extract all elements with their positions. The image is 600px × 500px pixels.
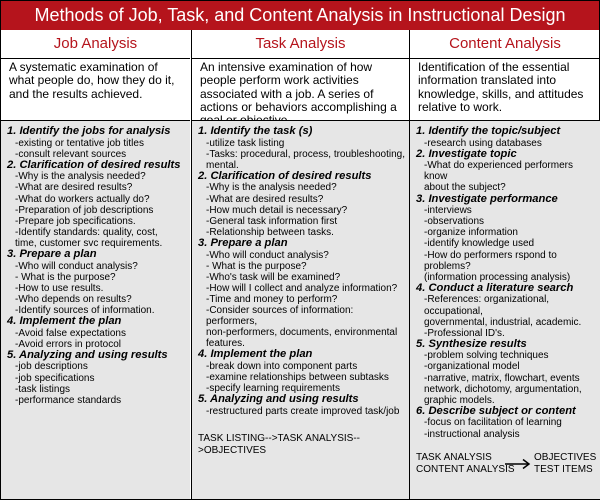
step-item: -focus on facilitation of learning xyxy=(424,417,562,429)
step-item: -References: organizational, occupational, xyxy=(424,294,550,317)
step-item: (information processing analysis) xyxy=(424,271,571,283)
step-item: -Avoid errors in protocol xyxy=(15,338,121,350)
step-title: 3. Prepare a plan xyxy=(7,248,97,261)
flow-output: OBJECTIVES xyxy=(534,451,597,463)
column-description: A systematic examination of what people do, how they do it, and the results achieved. xyxy=(9,60,175,101)
step-item: - What is the purpose? xyxy=(15,271,116,283)
step-item: -examine relationships between subtasks xyxy=(206,372,389,384)
step-item: graphic models. xyxy=(424,394,495,406)
step-item: -Why is the analysis needed? xyxy=(15,171,146,183)
page-title: Methods of Job, Task, and Content Analysis in Instructional Design xyxy=(1,1,599,30)
step-item: -Prepare job specifications. xyxy=(15,215,136,227)
analysis-table xyxy=(1,30,599,499)
step-title: 4. Implement the plan xyxy=(198,348,313,361)
step-item: -Who will conduct analysis? xyxy=(206,249,329,261)
job-analysis-column xyxy=(1,30,190,499)
arrow-right-icon xyxy=(504,458,534,470)
step-item: governmental, industrial, academic. xyxy=(424,316,582,328)
step-title: 4. Conduct a literature search xyxy=(416,281,574,294)
step-item: -specify learning requirements xyxy=(206,383,340,395)
step-item: features. xyxy=(206,338,245,350)
steps-list xyxy=(410,120,600,499)
task-flow-footer: TASK LISTING-->TASK ANALYSIS-->OBJECTIVES xyxy=(198,432,360,456)
step-item: -break down into component parts xyxy=(206,360,358,372)
step-title: 6. Describe subject or content xyxy=(416,404,576,417)
steps-list xyxy=(1,120,190,499)
content-flow-footer xyxy=(416,452,596,478)
step-item: time, customer svc requirements. xyxy=(15,237,163,249)
flow-input: CONTENT ANALYSIS xyxy=(416,463,515,475)
step-title: 2. Clarification of desired results xyxy=(7,158,181,171)
step-title: 5. Analyzing and using results xyxy=(7,348,168,361)
step-item: -task listings xyxy=(15,383,71,395)
step-title: 4. Implement the plan xyxy=(7,315,122,328)
step-item: -Time and money to perform? xyxy=(206,293,338,305)
step-item: -Who depends on results? xyxy=(15,293,132,305)
step-title: 3. Prepare a plan xyxy=(198,236,288,249)
column-header: Task Analysis xyxy=(192,30,409,59)
step-item: about the subject? xyxy=(424,182,506,194)
step-item: -How will I collect and analyze information? xyxy=(206,282,398,294)
flow-outputs xyxy=(534,452,596,476)
step-item: -Identify standards: quality, cost, xyxy=(15,226,158,238)
step-item: -What do experienced performers know xyxy=(424,160,573,183)
step-item: -existing or tentative job titles xyxy=(15,137,144,149)
step-title: 3. Investigate performance xyxy=(416,192,558,205)
step-title: 1. Identify the topic/subject xyxy=(416,125,561,137)
step-title: 5. Synthesize results xyxy=(416,337,527,350)
step-item: -identify knowledge used xyxy=(424,238,535,250)
step-item: -Who's task will be examined? xyxy=(206,271,341,283)
step-title: 1. Identify the jobs for analysis xyxy=(7,125,171,137)
steps-list xyxy=(192,120,409,499)
step-item: -problem solving techniques xyxy=(424,350,549,362)
step-item: -performance standards xyxy=(15,394,122,406)
step-item: -Why is the analysis needed? xyxy=(206,182,337,194)
step-title: 2. Clarification of desired results xyxy=(198,169,372,182)
step-item: -organize information xyxy=(424,227,518,239)
step-item: -organizational model xyxy=(424,361,520,373)
step-item: -utilize task listing xyxy=(206,137,285,149)
step-item: -Tasks: procedural, process, troubleshooting, xyxy=(206,148,405,160)
step-item: -What are desired results? xyxy=(15,182,133,194)
step-item: -How to use results. xyxy=(15,282,104,294)
step-item: -instructional analysis xyxy=(424,428,520,440)
step-title: 2. Investigate topic xyxy=(416,147,517,160)
flow-inputs xyxy=(416,452,515,476)
step-item: -Avoid false expectations xyxy=(15,327,126,339)
task-analysis-column xyxy=(191,30,409,499)
step-item: network, dichotomy, argumentation, xyxy=(424,383,582,395)
step-item: -observations xyxy=(424,216,485,228)
step-item: -What are desired results? xyxy=(206,193,324,205)
step-item: -job specifications xyxy=(15,372,95,384)
step-item: -Professional ID's. xyxy=(424,327,505,339)
step-item: -General task information first xyxy=(206,215,338,227)
step-item: -research using databases xyxy=(424,137,542,149)
step-item: -How much detail is necessary? xyxy=(206,204,348,216)
step-item: -narrative, matrix, flowchart, events xyxy=(424,372,580,384)
step-item: -Relationship between tasks. xyxy=(206,226,334,238)
step-item: mental. xyxy=(206,159,239,171)
step-item: -Consider sources of information: performers, xyxy=(206,305,354,328)
flow-input: TASK ANALYSIS xyxy=(416,451,492,463)
step-item: -consult relevant sources xyxy=(15,148,127,160)
column-header: Job Analysis xyxy=(1,30,190,59)
step-item: -Identify sources of information. xyxy=(15,305,155,316)
column-header: Content Analysis xyxy=(410,30,600,59)
step-item: -How do performers rspond to problems? xyxy=(424,249,557,272)
step-item: - What is the purpose? xyxy=(206,260,307,272)
step-item: -What do workers actually do? xyxy=(15,193,150,205)
step-item: -Preparation of job descriptions xyxy=(15,204,154,216)
step-item: -Who will conduct analysis? xyxy=(15,260,138,272)
content-analysis-column xyxy=(409,30,600,499)
column-description: Identification of the essential information translated into knowledge, skills, and attitudes relative to work. xyxy=(418,60,584,114)
step-title: 1. Identify the task (s) xyxy=(198,125,313,137)
step-item: -job descriptions xyxy=(15,361,88,373)
step-item: non-performers, documents, environmental xyxy=(206,327,398,339)
column-description: An intensive examination of how people perform work activities associated with a job. A series of actions or behaviors accomplishing a xyxy=(200,60,397,114)
step-title: 5. Analyzing and using results xyxy=(198,393,359,406)
step-item: -interviews xyxy=(424,205,472,217)
step-item: -restructured parts create improved task/job xyxy=(206,405,400,417)
flow-output: TEST ITEMS xyxy=(534,463,593,475)
